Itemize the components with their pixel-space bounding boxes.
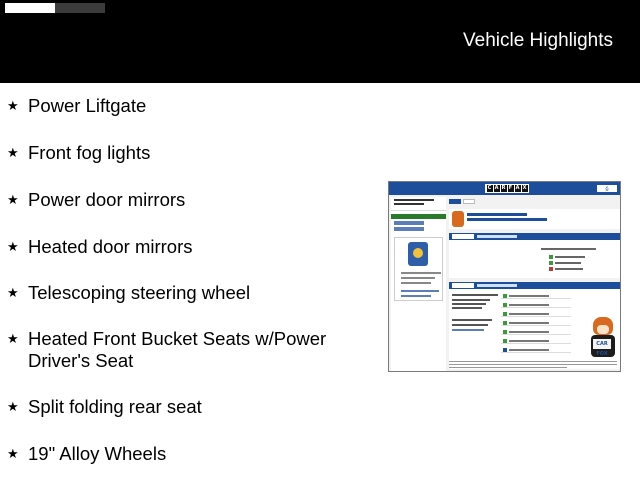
dealer-logo-left bbox=[5, 3, 55, 13]
carfax-logo-letter: C bbox=[487, 185, 492, 191]
sidebar-nav-item bbox=[394, 227, 424, 231]
carfax-logo-letter: R bbox=[501, 185, 506, 191]
feature-text: Split folding rear seat bbox=[28, 396, 202, 417]
star-bullet-icon: ★ bbox=[7, 145, 19, 160]
feature-list bbox=[7, 94, 377, 472]
star-bullet-icon: ★ bbox=[7, 239, 19, 254]
feature-item bbox=[7, 94, 377, 141]
star-bullet-icon: ★ bbox=[7, 98, 19, 113]
feature-item bbox=[7, 327, 377, 395]
dealer-logo-right bbox=[55, 3, 105, 13]
dealer-logo[interactable] bbox=[5, 3, 105, 13]
carfox-tag: CAR FOX bbox=[593, 339, 611, 349]
carfax-report-thumbnail[interactable] bbox=[388, 181, 621, 372]
feature-text: Front fog lights bbox=[28, 142, 151, 163]
vehicle-history-bar bbox=[449, 282, 620, 289]
carfax-logo bbox=[485, 184, 529, 193]
carfax-logo-letter: X bbox=[522, 185, 527, 191]
feature-text: 19" Alloy Wheels bbox=[28, 443, 167, 464]
history-value-bar bbox=[449, 233, 620, 240]
feature-item bbox=[7, 141, 377, 188]
carfax-topbar bbox=[389, 182, 620, 195]
carfax-footer bbox=[449, 359, 617, 369]
carfax-main bbox=[449, 197, 620, 371]
feature-item bbox=[7, 395, 377, 442]
header-bar bbox=[0, 0, 640, 83]
carfax-logo-letter: A bbox=[494, 185, 499, 191]
star-bullet-icon: ★ bbox=[7, 331, 19, 346]
fox-mascot-icon bbox=[452, 211, 464, 227]
value-badge-icon bbox=[408, 242, 428, 266]
star-bullet-icon: ★ bbox=[7, 399, 19, 414]
sidebar-nav-active bbox=[391, 214, 446, 219]
page-title: Vehicle Highlights bbox=[463, 30, 613, 51]
feature-text: Power door mirrors bbox=[28, 189, 186, 210]
feature-text: Heated Front Bucket Seats w/Power Driver's Seat bbox=[28, 328, 327, 371]
feature-text: Heated door mirrors bbox=[28, 236, 193, 257]
feature-item bbox=[7, 281, 377, 327]
feature-item bbox=[7, 235, 377, 281]
carfax-logo-letter: A bbox=[515, 185, 520, 191]
print-icon: ⎙ bbox=[597, 185, 617, 192]
star-bullet-icon: ★ bbox=[7, 446, 19, 461]
carfax-logo-letter: F bbox=[508, 185, 513, 191]
report-tabs bbox=[449, 197, 620, 205]
carfox-mascot-icon bbox=[587, 317, 617, 357]
star-bullet-icon: ★ bbox=[7, 285, 19, 300]
vin-header bbox=[391, 199, 446, 211]
dealer-card bbox=[394, 237, 443, 301]
feature-text: Power Liftgate bbox=[28, 95, 147, 116]
feature-item bbox=[7, 442, 377, 472]
history-value-box bbox=[449, 240, 620, 278]
star-bullet-icon: ★ bbox=[7, 192, 19, 207]
accident-banner bbox=[449, 209, 620, 229]
feature-text: Telescoping steering wheel bbox=[28, 282, 251, 303]
feature-item bbox=[7, 188, 377, 235]
carfax-sidebar bbox=[391, 197, 446, 371]
sidebar-nav-item bbox=[394, 221, 424, 225]
